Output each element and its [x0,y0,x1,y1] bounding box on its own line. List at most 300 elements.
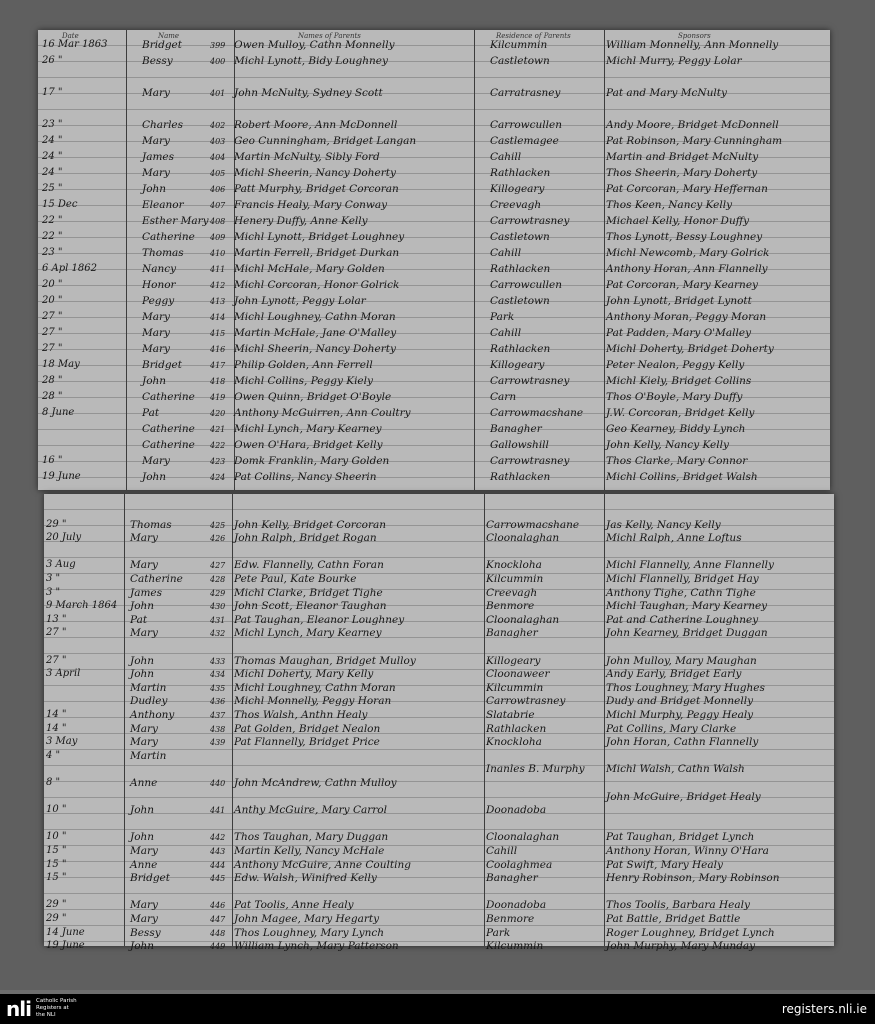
entry-sponsors: Anthony Tighe, Cathn Tighe [606,586,756,599]
entry-residence: Carn [490,391,517,403]
entry-child-name: Bessy [130,926,161,939]
entry-parents: Edw. Walsh, Winifred Kelly [234,872,377,885]
logo-caption-line: Catholic Parish [36,998,77,1004]
entry-number: 416 [210,345,226,354]
entry-date: 13 " [46,613,67,625]
entry-sponsors: Henry Robinson, Mary Robinson [606,872,780,885]
entry-child-name: Bridget [142,39,182,51]
entry-residence: Cahill [490,247,522,259]
entry-child-name: Bridget [130,872,170,885]
entry-child-name: Mary [130,559,158,572]
entry-residence: Cloonalaghan [486,532,560,545]
entry-residence: Knockloha [486,736,542,749]
entry-sponsors: John Mulloy, Mary Maughan [606,654,757,667]
entry-sponsors: Michael Kelly, Honor Duffy [606,215,750,227]
entry-sponsors: Pat Collins, Mary Clarke [606,722,737,735]
entry-child-name: John [130,831,155,844]
entry-residence: Banagher [486,872,538,885]
entry-child-name: Mary [142,343,170,355]
entry-residence: Kilcummin [490,39,548,51]
entry-sponsors: William Monnelly, Ann Monnelly [606,39,779,51]
site-link[interactable]: registers.nli.ie [781,1002,867,1016]
entry-residence: Carratrasney [490,87,561,99]
entry-number: 448 [210,928,226,938]
entry-child-name: Mary [130,845,158,857]
entry-child-name: Mary [130,627,158,640]
entry-parents: John Magee, Mary Hegarty [234,913,380,925]
entry-sponsors: John Horan, Cathn Flannelly [606,736,759,749]
entry-number: 401 [210,89,226,98]
entry-sponsors: Pat Corcoran, Mary Heffernan [606,183,768,195]
entry-parents: Anthony McGuirren, Ann Coultry [234,407,411,419]
entry-sponsors: Andy Moore, Bridget McDonnell [606,119,779,131]
entry-residence: Benmore [486,600,535,613]
entry-date: 17 " [42,87,63,98]
entry-parents: Pat Taughan, Eleanor Loughney [234,613,405,626]
entry-child-name: Mary [130,913,158,925]
entry-child-name: Martin [130,749,167,762]
header-name: Name [158,32,180,40]
entry-residence: Kilcummin [486,681,544,694]
entry-sponsors: Michl Murphy, Peggy Healy [606,709,754,721]
entry-child-name: James [142,151,175,163]
entry-date: 27 " [46,654,67,666]
entry-parents: Henery Duffy, Anne Kelly [234,215,368,227]
entry-sponsors: Anthony Horan, Ann Flannelly [606,263,768,275]
entry-date: 3 April [46,668,81,680]
entry-date: 16 Mar 1863 [42,39,108,50]
register-entry [38,470,830,486]
entry-residence: Park [490,311,515,323]
entry-number: 426 [210,534,226,544]
entry-residence: Castlemagee [490,135,559,147]
entry-parents: Pete Paul, Kate Bourke [234,573,357,585]
entry-number: 409 [210,233,226,242]
entry-child-name: Mary [130,722,158,735]
entry-child-name: Eleanor [142,199,184,211]
entry-date: 19 June [42,471,81,482]
register-entry [38,374,830,390]
entry-child-name: John [142,375,167,387]
entry-sponsors: Thos Toolis, Barbara Healy [606,899,750,912]
entry-number: 423 [210,457,226,466]
entry-date: 22 " [42,231,63,242]
entry-number: 447 [210,915,226,924]
entry-residence: Cloonalaghan [486,831,560,844]
entry-number: 399 [210,41,226,50]
entry-date: 29 " [46,518,67,530]
entry-number: 438 [210,724,226,734]
entry-residence: Rathlacken [486,722,547,735]
entry-number: 404 [210,153,226,162]
register-entry [38,454,830,470]
entry-date: 6 Apl 1862 [42,263,97,274]
entry-number: 424 [210,473,226,482]
entry-number: 412 [210,281,226,290]
entry-date: 14 " [46,722,67,734]
entry-parents: Edw. Flannelly, Cathn Foran [234,559,384,572]
entry-child-name: Mary [142,455,170,467]
entry-sponsors: Martin and Bridget McNulty [606,151,759,163]
entry-parents: Pat Golden, Bridget Nealon [234,722,381,735]
entry-child-name: Mary [142,327,170,339]
entry-child-name: Mary [142,167,170,179]
entry-sponsors: Michl Flannelly, Anne Flannelly [606,559,774,572]
entry-number: 405 [210,169,226,178]
register-entry [38,166,830,182]
entry-date: 10 " [46,804,67,816]
entry-child-name: Thomas [130,518,172,531]
entry-residence: Doonadoba [486,899,547,912]
entry-residence: Cloonalaghan [486,613,560,626]
entry-number: 417 [210,361,226,370]
entry-sponsors: John Kearney, Bridget Duggan [606,627,768,640]
register-entry [38,198,830,214]
register-entry [38,54,830,70]
entry-number: 420 [210,409,226,418]
entry-date: 20 " [42,295,63,306]
entry-child-name: Catherine [142,231,195,243]
register-entry [38,246,830,262]
entry-number: 421 [210,425,226,434]
entry-date: 24 " [42,167,63,178]
entry-residence: Gallowshill [490,439,549,451]
entry-number: 410 [210,249,226,258]
entry-parents: Michl Loughney, Cathn Moran [234,681,396,694]
entry-residence: Carrowmacshane [486,518,580,531]
entry-residence: Rathlacken [490,167,551,179]
entry-parents: Patt Murphy, Bridget Corcoran [234,183,399,195]
entry-child-name: Bessy [142,55,173,67]
entry-child-name: John [142,183,167,195]
entry-child-name: Mary [142,311,170,323]
entry-number: 406 [210,185,226,194]
entry-parents: Robert Moore, Ann McDonnell [234,119,398,131]
entry-sponsors: Thos O'Boyle, Mary Duffy [606,391,743,403]
entry-child-name: Nancy [142,263,177,275]
register-entry [38,86,830,102]
entry-parents: Michl Monnelly, Peggy Horan [234,695,392,708]
entry-sponsors: Peter Nealon, Peggy Kelly [606,359,745,371]
entry-parents: Michl Loughney, Cathn Moran [234,311,396,323]
entry-sponsors: Michl Taughan, Mary Kearney [606,600,768,613]
entry-number: 408 [210,217,226,226]
entry-residence: Killogeary [486,654,541,667]
entry-residence: Carrowtrasney [486,695,566,708]
entry-number: 431 [210,615,226,625]
entry-residence: Doonadoba [486,804,547,817]
register-entry [38,358,830,374]
entry-child-name: Mary [142,87,170,99]
entry-date: 15 Dec [42,199,78,210]
entry-child-name: John [130,654,155,667]
entry-parents: Pat Toolis, Anne Healy [234,899,354,912]
register-entry [38,134,830,150]
entry-sponsors: J.W. Corcoran, Bridget Kelly [606,407,755,419]
entry-date: 22 " [42,215,63,226]
entry-sponsors: Michl Kiely, Bridget Collins [606,375,752,387]
logo-caption [36,998,77,1019]
entry-sponsors: Thos Lynott, Bessy Loughney [606,231,763,243]
entry-sponsors: Roger Loughney, Bridget Lynch [606,926,775,939]
entry-child-name: Charles [142,119,184,131]
entry-date: 10 " [46,831,67,843]
entry-sponsors: Michl Ralph, Anne Loftus [606,532,742,545]
entry-residence: Cahill [490,151,522,163]
entry-child-name: James [130,586,163,599]
entry-sponsors: Pat Robinson, Mary Cunningham [606,135,783,147]
entry-number: 411 [210,265,226,274]
entry-parents: Anthy McGuire, Mary Carrol [234,804,387,817]
entry-parents: Michl Lynch, Mary Kearney [234,627,382,640]
entry-date: 29 " [46,899,67,911]
entry-number: 428 [210,575,226,584]
entry-residence: Kilcummin [486,573,544,585]
entry-sponsors: John Lynott, Bridget Lynott [606,295,752,307]
header-parents: Names of Parents [298,32,361,40]
footer-bar [0,994,875,1024]
register-entry [38,262,830,278]
entry-number: 429 [210,588,226,598]
entry-number: 442 [210,833,226,843]
entry-residence: Carrowmacshane [490,407,584,419]
entry-sponsors: John Murphy, Mary Munday [606,940,756,953]
entry-parents: Thomas Maughan, Bridget Mulloy [234,654,416,667]
entry-child-name: Mary [130,899,158,912]
register-entry [38,150,830,166]
entry-number: 449 [210,942,226,952]
entry-date: 23 " [42,119,63,130]
entry-parents: Michl Sheerin, Nancy Doherty [234,343,396,355]
entry-residence: Rathlacken [490,343,551,355]
entry-sponsors: Thos Loughney, Mary Hughes [606,681,765,694]
entry-date: 27 " [42,343,63,354]
entry-residence: Coolaghmea [486,858,553,871]
entry-sponsors: Anthony Moran, Peggy Moran [606,311,767,323]
entry-number: 414 [210,313,226,322]
entry-parents: Michl Doherty, Mary Kelly [234,668,374,681]
entry-parents: Owen O'Hara, Bridget Kelly [234,439,383,451]
entry-child-name: Anne [130,858,158,871]
register-entry [38,182,830,198]
entry-sponsors: Jas Kelly, Nancy Kelly [606,518,721,531]
register-entry [38,118,830,134]
register-entry [38,294,830,310]
entry-number: 432 [210,629,226,639]
entry-sponsors: Pat Padden, Mary O'Malley [606,327,752,339]
entry-number: 435 [210,683,226,693]
entry-date: 9 March 1864 [46,600,118,612]
entry-date: 23 " [42,247,63,258]
entry-date: 28 " [42,391,63,402]
entry-child-name: John [130,600,155,613]
entry-date: 20 " [42,279,63,290]
entry-residence: Cahill [486,845,518,857]
entry-parents: Pat Flannelly, Bridget Price [234,736,380,749]
entry-residence: Rathlacken [490,471,551,483]
entry-child-name: Mary [130,532,158,545]
header-date: Date [62,32,79,40]
entry-child-name: Thomas [142,247,184,259]
entry-parents: Martin McHale, Jane O'Malley [234,327,397,339]
entry-parents: Francis Healy, Mary Conway [234,199,388,211]
entry-date: 8 June [42,407,75,418]
entry-sponsors: John McGuire, Bridget Healy [606,790,761,803]
entry-number: 400 [210,57,226,66]
entry-residence: Killogeary [490,183,545,195]
entry-parents: John Scott, Eleanor Taughan [234,600,387,613]
register-entry [38,342,830,358]
entry-sponsors: Pat Swift, Mary Healy [606,858,723,871]
entry-number: 427 [210,561,226,571]
entry-date: 27 " [42,311,63,322]
entry-parents: Thos Taughan, Mary Duggan [234,831,389,844]
entry-parents: John Ralph, Bridget Rogan [234,532,377,545]
entry-number: 446 [210,901,226,911]
entry-child-name: Catherine [142,439,195,451]
entry-residence: Knockloha [486,559,542,572]
entry-child-name: Honor [142,279,176,291]
entry-parents: Michl Lynott, Bidy Loughney [234,55,388,67]
entry-residence: Cahill [490,327,522,339]
entry-residence: Slatabrie [486,709,535,721]
entry-residence: Kilcummin [486,940,544,953]
entry-parents: Martin Kelly, Nancy McHale [234,845,385,857]
entry-parents: John McAndrew, Cathn Mulloy [234,777,397,789]
entry-sponsors: Thos Keen, Nancy Kelly [606,199,733,211]
entry-date: 24 " [42,151,63,162]
entry-sponsors: Michl Murry, Peggy Lolar [606,55,742,67]
register-entry [38,422,830,438]
register-entry [38,278,830,294]
entry-number: 407 [210,201,226,210]
entry-parents: Michl Collins, Peggy Kiely [234,375,373,387]
entry-date: 15 " [46,845,67,856]
register-entry [38,326,830,342]
entry-residence: Carrowtrasney [490,215,570,227]
entry-parents: Michl Lynott, Bridget Loughney [234,231,405,243]
entry-parents: Geo Cunningham, Bridget Langan [234,135,417,147]
entry-child-name: John [130,668,155,681]
entry-residence: Carrowcullen [490,279,562,291]
entry-number: 444 [210,860,226,870]
entry-parents: Michl McHale, Mary Golden [234,263,385,275]
header-sponsors: Sponsors [678,32,711,40]
entry-number: 436 [210,697,226,707]
entry-child-name: John [130,804,155,817]
entry-number: 434 [210,670,226,680]
entry-date: 18 May [42,359,80,370]
entry-child-name: Martin [130,681,167,694]
entry-child-name: Dudley [130,695,168,708]
entry-sponsors: Michl Walsh, Cathn Walsh [606,763,745,776]
entry-date: 14 June [46,926,85,938]
entry-sponsors: Thos Sheerin, Mary Doherty [606,167,758,179]
register-page-bottom [44,494,834,953]
entry-sponsors: Pat and Catherine Loughney [606,613,759,626]
entry-residence: Rathlacken [490,263,551,275]
entry-date: 16 " [42,455,63,466]
entry-child-name: Mary [142,135,170,147]
entry-parents: Martin Ferrell, Bridget Durkan [234,247,400,259]
entry-number: 418 [210,377,226,386]
entry-date: 3 May [46,736,78,748]
entry-child-name: Bridget [142,359,182,371]
entry-date: 20 July [46,532,82,544]
entry-date: 25 " [42,183,63,194]
entry-date: 4 " [46,749,61,761]
entry-parents: Anthony McGuire, Anne Coulting [234,858,411,871]
entry-residence: Killogeary [490,359,545,371]
entry-number: 441 [210,806,226,816]
entry-date: 8 " [46,777,61,788]
logo-caption-line: the NLI [36,1012,56,1018]
entry-parents: John Kelly, Bridget Corcoran [234,518,387,531]
entry-child-name: Anthony [130,709,175,721]
entry-residence: Castletown [490,295,550,307]
entry-sponsors: Pat Corcoran, Mary Kearney [606,279,758,291]
register-entry [38,230,830,246]
register-page-top [38,30,830,490]
entry-date: 3 " [46,573,61,584]
register-entry [38,214,830,230]
entry-parents: Michl Sheerin, Nancy Doherty [234,167,396,179]
entry-number: 415 [210,329,226,338]
entry-parents: Michl Clarke, Bridget Tighe [234,586,383,599]
entry-child-name: John [130,940,155,953]
register-entry [38,390,830,406]
entry-sponsors: Dudy and Bridget Monnelly [606,695,754,708]
entry-child-name: Pat [142,407,160,419]
entry-date: 28 " [42,375,63,386]
entry-residence: Inanles B. Murphy [486,763,585,776]
entry-residence: Cloonaweer [486,668,550,681]
entry-number: 433 [210,656,226,666]
entry-residence: Castletown [490,55,550,67]
entry-sponsors: Michl Collins, Bridget Walsh [606,471,758,483]
entry-parents: Thos Loughney, Mary Lynch [234,926,384,939]
entry-number: 445 [210,874,226,884]
entry-child-name: Peggy [142,295,175,307]
entry-sponsors: Anthony Horan, Winny O'Hara [606,845,769,857]
entry-parents: Thos Walsh, Anthn Healy [234,709,368,721]
entry-sponsors: Pat Battle, Bridget Battle [606,913,741,925]
entry-number: 439 [210,738,226,748]
entry-sponsors: Michl Doherty, Bridget Doherty [606,343,774,355]
entry-parents: Michl Lynch, Mary Kearney [234,423,382,435]
entry-residence: Banagher [490,423,542,435]
entry-sponsors: Andy Early, Bridget Early [606,668,742,681]
entry-parents: Martin McNulty, Sibly Ford [234,151,380,163]
entry-number: 403 [210,137,226,146]
entry-child-name: Pat [130,613,148,626]
entry-number: 402 [210,121,226,130]
entry-residence: Benmore [486,913,535,925]
entry-parents: John Lynott, Peggy Lolar [234,295,366,307]
entry-sponsors: Thos Clarke, Mary Connor [606,455,748,467]
entry-residence: Creevagh [486,586,538,599]
entry-date: 27 " [46,627,67,639]
entry-date: 14 " [46,709,67,720]
entry-parents: John McNulty, Sydney Scott [234,87,383,99]
entry-child-name: Anne [130,777,158,789]
entry-number: 422 [210,441,226,450]
entry-date: 3 Aug [46,559,76,571]
header-residence: Residence of Parents [496,32,571,40]
entry-number: 419 [210,393,226,402]
entry-child-name: Catherine [130,573,183,585]
entry-residence: Carrowtrasney [490,455,570,467]
